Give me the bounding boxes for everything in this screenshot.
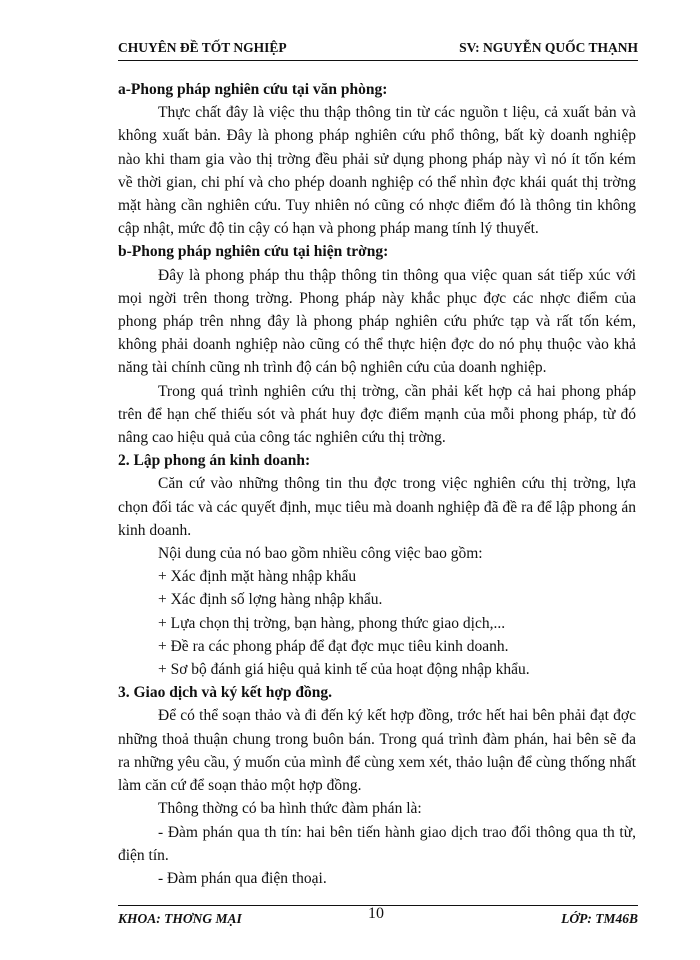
- heading-b: b-Phong pháp nghiên cứu tại hiện trờng:: [118, 243, 389, 261]
- list-item: + Xác định mặt hàng nhập khẩu: [158, 568, 357, 586]
- document-body: [118, 78, 636, 890]
- paragraph-3a: Để có thể soạn thảo và đi đến ký kết hợp đồng, trớc hết hai bên phải đạt đợc những thoả thuận chung trong buôn bán. Trong quá trình đàm phán, hai bên sẽ đa ra những yêu cầu, ý muốn của mình để cùng xem xét, thảo luận để cùng thống nhất làm căn cứ để soạn thảo một hợp đồng.: [118, 707, 636, 795]
- paragraph-2b: Nội dung của nó bao gồm nhiều công việc bao gồm:: [158, 545, 483, 563]
- paragraph-a: Thực chất đây là việc thu thập thông tin từ các nguồn t liệu, cả xuất bản và không xuất bản. Đây là phong pháp nghiên cứu phổ thông, bất kỳ doanh nghiệp nào khi tham gia vào thị trờng đều phải sử dụng phong pháp này vì nó ít tốn kém về thời gian, chi phí và cho phép doanh nghiệp có thể nhìn đợc khái quát thị trờng mặt hàng cần nghiên cứu. Tuy nhiên nó cũng có nhợc điểm đó là thông tin không cập nhật, mức độ tin cậy có hạn và phong pháp mang tính lý thuyết.: [118, 104, 636, 238]
- header-left: CHUYÊN ĐỀ TỐT NGHIỆP: [118, 40, 287, 55]
- heading-a: a-Phong pháp nghiên cứu tại văn phòng:: [118, 81, 388, 98]
- page-footer: [118, 905, 638, 945]
- header-right: SV: NGUYỄN QUỐC THẠNH: [459, 40, 638, 55]
- heading-2: 2. Lập phong án kinh doanh:: [118, 452, 311, 470]
- paragraph-3c: - Đàm phán qua th tín: hai bên tiến hành giao dịch trao đổi thông qua th từ, điện tín.: [118, 823, 636, 864]
- heading-3: 3. Giao dịch và ký kết hợp đồng.: [118, 684, 333, 702]
- paragraph-3d: - Đàm phán qua điện thoại.: [158, 869, 327, 887]
- list-item: + Sơ bộ đánh giá hiệu quả kinh tế của hoạt động nhập khẩu.: [158, 661, 530, 679]
- list-item: + Lựa chọn thị trờng, bạn hàng, phong thức giao dịch,...: [158, 614, 506, 632]
- paragraph-b2: Trong quá trình nghiên cứu thị trờng, cần phải kết hợp cả hai phong pháp trên để hạn chế thiếu sót và phát huy đợc điểm mạnh của mỗi phong pháp, từ đó nâng cao hiệu quả của công tác nghiên cứu thị trờng.: [118, 382, 636, 447]
- list-item: + Đề ra các phong pháp để đạt đợc mục tiêu kinh doanh.: [158, 637, 509, 655]
- page-number: 10: [368, 905, 384, 922]
- paragraph-3b: Thông thờng có ba hình thức đàm phán là:: [158, 800, 422, 818]
- footer-right: LỚP: TM46B: [561, 911, 638, 926]
- paragraph-2a: Căn cứ vào những thông tin thu đợc trong việc nghiên cứu thị trờng, lựa chọn đối tác và các quyết định, mục tiêu mà doanh nghiệp đã đề ra để lập phong án kinh doanh.: [118, 475, 636, 539]
- footer-left: KHOA: THƠNG MẠI: [118, 911, 242, 926]
- page-header: [118, 38, 638, 60]
- list-item: + Xác định số lợng hàng nhập khẩu.: [158, 591, 383, 609]
- paragraph-b: Đây là phong pháp thu thập thông tin thông qua việc quan sát tiếp xúc với mọi ngời trên thong trờng. Phong pháp này khắc phục đợc các nhợc điểm của phong pháp trên nhng đây là phong pháp nghiên cứu phức tạp và rất tốn kém, không phải doanh nghiệp nào cũng có thể thực hiện đợc do nó phụ thuộc vào khả năng tài chính cũng nh trình độ cán bộ nghiên cứu của doanh nghiệp.: [118, 266, 636, 377]
- header-divider: [118, 60, 638, 61]
